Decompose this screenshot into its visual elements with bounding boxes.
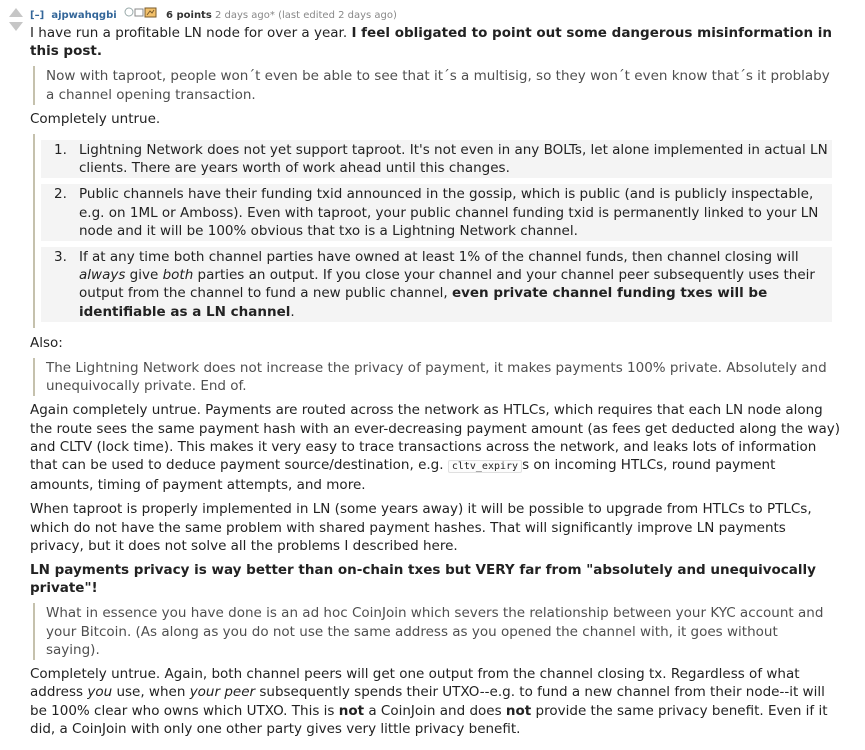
rebuttal-list-quote <box>33 134 840 328</box>
bold-text: even private channel funding txes will be identifiable as a LN channel <box>79 285 768 320</box>
score: 6 points <box>166 10 212 21</box>
untrue-1: Completely untrue. <box>30 110 161 127</box>
list-item-text: Public channels have their funding txid announced in the gossip, which is public (and is publicly inspectable, e.g. on 1ML or Amboss). Even with taproot, your public channel funding txid is permanently linked to your LN node and it will be 100% obvious that txo is a Lightning Network channel. <box>79 186 819 239</box>
htlc-paragraph <box>30 401 840 494</box>
list-item-text: Lightning Network does not yet support taproot. It's not even in any BOLTs, let alone implemented in actual LN clients. There are years worth of work ahead until this changes. <box>79 142 828 177</box>
summary-paragraph <box>30 561 840 597</box>
taproot-paragraph: When taproot is properly implemented in LN (some years away) it will be possible to upgrade from HTLCs to PTLCs, which do not have the same problem with shared payment hashes. That will significantly improve LN payments privacy, but it does not solve all the problems I described here. <box>30 501 812 554</box>
list-item <box>41 247 832 322</box>
quote-coinjoin <box>33 603 840 660</box>
emphasis: always <box>79 267 126 284</box>
quote-privacy <box>33 358 840 396</box>
downvote-arrow-icon[interactable] <box>9 22 23 31</box>
edited-note: (last edited 2 days ago) <box>278 10 397 21</box>
comment <box>30 6 840 744</box>
list-number: 1. <box>54 142 67 159</box>
final-paragraph <box>30 665 840 738</box>
bold-text: not <box>338 702 365 719</box>
final-text: provide the same privacy benefit. Even if it did, a CoinJoin with only one other party gives very little privacy benefit. <box>30 702 828 737</box>
list-item-text: . <box>290 303 295 320</box>
quote-taproot <box>33 66 840 104</box>
comment-body <box>30 24 840 738</box>
inline-code: cltv_expiry <box>448 460 522 473</box>
quote-coinjoin-text: What in essence you have done is an ad hoc CoinJoin which severs the relationship between your KYC account and your Bitcoin. (As along as you do not use the same address as you opened the channel with, it goes without saying). <box>46 605 824 658</box>
list-number: 2. <box>54 186 67 203</box>
user-flair-icon <box>124 6 158 18</box>
htlc-text: Again completely untrue. Payments are routed across the network as HTLCs, which requires that each LN node along the route sees the same payment hash with an ever-decreasing payment amount (as fees get deducted along the way) and CLTV (lock time). This makes it very easy to trace transactions across the network, and leaks lots of information that can be used to deduce payment source/destination, e.g. <box>30 402 840 474</box>
upvote-arrow-icon[interactable] <box>9 8 23 17</box>
intro-bold: I feel obligated to point out some dangerous misinformation in this post. <box>30 25 832 60</box>
emphasis: you <box>87 684 113 701</box>
final-text: a CoinJoin and does <box>364 702 506 719</box>
final-text: use, when <box>112 684 190 701</box>
flair-icons <box>124 6 158 24</box>
timestamp: 2 days ago* <box>214 10 275 21</box>
list-item-text: give <box>125 267 163 284</box>
rebuttal-list <box>41 140 832 322</box>
intro-text: I have run a profitable LN node for over a year. <box>30 25 352 41</box>
list-item <box>41 184 832 241</box>
emphasis: both <box>162 267 194 284</box>
vote-arrows <box>8 8 24 31</box>
htlc-text-end: s on incoming HTLCs, round payment amounts, timing of payment attempts, and more. <box>30 457 776 494</box>
bold-text: not <box>505 702 532 719</box>
quote-taproot-text: Now with taproot, people won´t even be able to see that it´s a multisig, so they won´t even know that´s it problaby a channel opening transaction. <box>46 68 830 103</box>
list-number: 3. <box>54 249 67 266</box>
comment-tagline <box>30 6 840 24</box>
quote-privacy-text: The Lightning Network does not increase the privacy of payment, it makes payments 100% private. Absolutely and unequivocally private. End of. <box>46 360 827 395</box>
list-item-text: parties an output. If you close your channel and your channel peer subsequently uses their output from the channel to fund a new public channel, <box>79 267 815 302</box>
collapse-toggle[interactable]: [–] <box>30 10 45 21</box>
list-item-text: If at any time both channel parties have owned at least 1% of the channel funds, then channel closing will <box>79 249 799 266</box>
emphasis: your peer <box>189 684 256 701</box>
final-text: Completely untrue. Again, both channel peers will get one output from the channel closing tx. Regardless of what address <box>30 666 800 701</box>
summary-bold: LN payments privacy is way better than on-chain txes but VERY far from "absolutely and unequivocally private"! <box>30 562 816 597</box>
also-label: Also: <box>30 334 63 351</box>
author-link[interactable]: ajpwahqgbi <box>51 10 117 21</box>
final-text: subsequently spends their UTXO--e.g. to fund a new channel from their node--it will be 100% clear who owns which UTXO. This is <box>30 684 825 719</box>
list-item <box>41 140 832 178</box>
intro-paragraph <box>30 24 840 60</box>
